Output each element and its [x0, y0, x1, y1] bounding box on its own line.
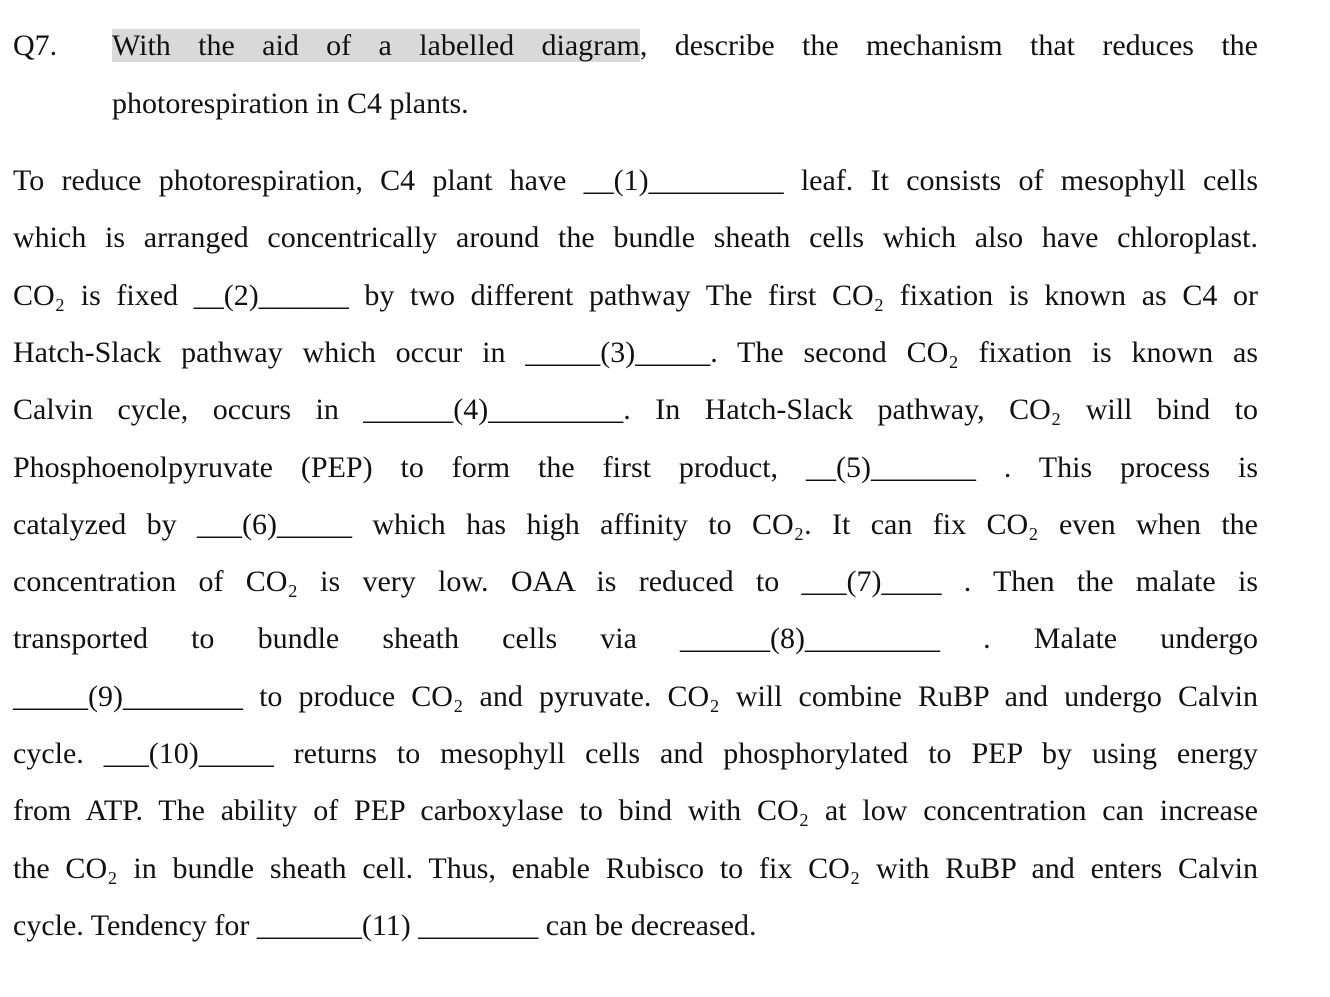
paragraph-line: To reduce photorespiration, C4 plant have __(1)_________ leaf. It consists of mesophyll cells — [13, 164, 1258, 197]
paragraph-line: _____(9)________ to produce CO₂ and pyruvate. CO₂ will combine RuBP and undergo Calvin — [13, 679, 1258, 713]
paragraph-line: cycle. ___(10)_____ returns to mesophyll cells and phosphorylated to PEP by using energy — [13, 737, 1258, 770]
paragraph-line: concentration of CO₂ is very low. OAA is reduced to ___(7)____ . Then the malate is — [13, 565, 1258, 599]
question-line-1-rest: , describe the mechanism that reduces the — [639, 29, 1258, 62]
question-line-1 — [112, 17, 1258, 74]
paragraph-line: which is arranged concentrically around the bundle sheath cells which also have chloroplast. — [13, 221, 1258, 255]
paragraph-line: cycle. Tendency for _______(11) ________ can be decreased. — [13, 908, 757, 942]
paragraph-line: CO₂ is fixed __(2)______ by two different pathway The first CO₂ fixation is known as C4 or — [13, 278, 1258, 312]
paragraph-line: Phosphoenolpyruvate (PEP) to form the first product, __(5)_______ . This process is — [13, 450, 1258, 484]
paragraph-line: from ATP. The ability of PEP carboxylase to bind with CO₂ at low concentration can increase — [13, 794, 1258, 828]
question-number: Q7. — [13, 29, 58, 62]
paragraph-line: Hatch-Slack pathway which occur in _____(3)_____. The second CO₂ fixation is known as — [13, 335, 1258, 369]
question-line-2: photorespiration in C4 plants. — [112, 87, 469, 120]
highlighted-text: With the aid of a labelled diagram — [112, 29, 640, 62]
paragraph-line: the CO₂ in bundle sheath cell. Thus, enable Rubisco to fix CO₂ with RuBP and enters Calvin — [13, 851, 1258, 885]
paragraph-line: transported to bundle sheath cells via ______(8)_________ . Malate undergo — [13, 622, 1258, 656]
paragraph-line: catalyzed by ___(6)_____ which has high affinity to CO₂. It can fix CO₂ even when the — [13, 507, 1258, 541]
paragraph-line: Calvin cycle, occurs in ______(4)_________. In Hatch-Slack pathway, CO₂ will bind to — [13, 393, 1258, 427]
